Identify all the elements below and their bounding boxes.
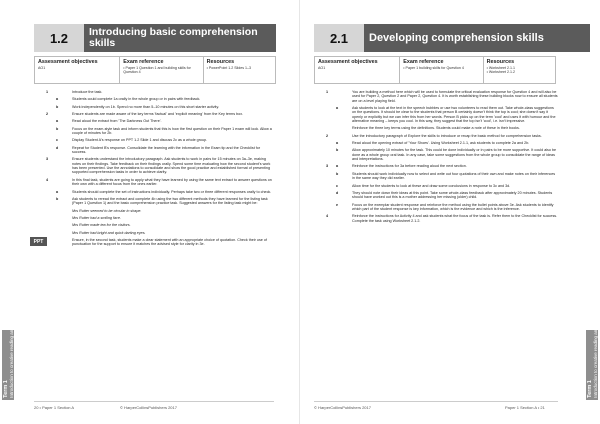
footer-page-label: Paper 1 Section A • 21 [505, 405, 545, 410]
instruction-item [34, 138, 274, 142]
step-letter: c [56, 138, 59, 143]
lesson-content [314, 90, 558, 226]
term-title: Term 1 [3, 380, 9, 398]
instruction-item [314, 106, 558, 123]
step-text: Focus on the exemplar student response and reinforce the method using the bullet points above 3e. Ask students to identify which part of the student response is key information, which is the evidence and which is the inference. [352, 202, 554, 211]
step-text: Reinforce the instructions for Activity 4 and ask students what the focus of the task is. Refer them to the Checklist for success. Complete the task using Worksheet 2.1.2. [352, 214, 558, 223]
step-letter: a [336, 164, 339, 169]
step-letter [56, 209, 72, 213]
step-letter: c [336, 183, 339, 188]
term-side-tab [2, 313, 14, 400]
instruction-item [34, 216, 274, 220]
step-letter: b [56, 126, 59, 131]
step-number [314, 172, 336, 181]
lesson-header [34, 24, 276, 52]
step-letter: a [336, 106, 339, 111]
step-number [34, 146, 56, 155]
resources-value-2: • Worksheet 2.1.2 [487, 70, 552, 74]
instruction-item [314, 214, 558, 223]
step-text: Students could complete 1a orally in the whole group or in pairs with feedback. [72, 97, 201, 102]
resources-heading: Resources [206, 59, 235, 65]
instruction-item [34, 178, 274, 187]
step-text: Mrs Rutter had bright and quick darting eyes. [72, 230, 146, 235]
step-number [34, 190, 56, 194]
step-letter [336, 126, 352, 130]
lesson-header [314, 24, 590, 52]
instruction-item [34, 231, 274, 235]
step-letter: b [56, 196, 59, 201]
step-text: Reinforce the three key terms using the definitions. Students could make a note of these in their books. [352, 126, 520, 131]
step-text: Allow time for the students to look at these and draw some conclusions in response to 3c and 3d. [352, 183, 511, 188]
instruction-item [34, 105, 274, 109]
lesson-number: 2.1 [314, 24, 364, 52]
step-number [34, 197, 56, 206]
step-letter: b [336, 171, 339, 176]
instruction-item [34, 90, 274, 94]
step-number: 3 [45, 157, 48, 162]
step-letter [56, 223, 72, 227]
step-letter [56, 238, 72, 247]
step-text: Mrs Rutter seemed to be circular in shape. [72, 208, 142, 213]
step-number [34, 223, 56, 227]
step-letter: b [336, 148, 339, 153]
instruction-item [34, 146, 274, 155]
assessment-value: AO1 [38, 66, 46, 70]
step-text: Focus on the exam-style task and inform students that this is how the first question on their Paper 1 exam will look. Allow a couple of minutes for 2b. [72, 126, 272, 136]
step-text: Repeat for Student B's response. Consolidate the learning with the information in the Exam tip and the Checklist for success. [72, 145, 261, 155]
footer-page-label: 20 • Paper 1 Section A [34, 405, 75, 410]
step-letter [336, 214, 352, 223]
step-number: 1 [45, 90, 48, 94]
step-number: 4 [45, 177, 48, 182]
step-letter: d [56, 145, 59, 150]
step-letter: d [336, 190, 339, 195]
step-number [34, 138, 56, 142]
step-text: Use the introductory paragraph of Explore the skills to introduce or recap the basic method for comprehension tasks. [352, 133, 542, 138]
instruction-item [34, 238, 274, 247]
step-text: Ensure, in the second task, students make a clear statement with an appropriate choice of quotation. Check their use of punctuation for the support to ensure it matches the advised style for clarity in 3e. [72, 237, 267, 247]
instruction-item [34, 97, 274, 101]
exam-ref-value: • Paper 1 building skills for Question 4 [403, 66, 479, 70]
step-number: 3 [325, 164, 328, 169]
instruction-item [314, 148, 558, 161]
step-number [34, 119, 56, 123]
step-letter: b [56, 104, 59, 109]
footer-copyright: © HarperCollinsPublishers 2017 [120, 405, 177, 410]
assessment-value: AO1 [318, 66, 326, 70]
footer-copyright: © HarperCollinsPublishers 2017 [314, 405, 371, 410]
step-text: Mrs Rutter made tea for the visitors. [72, 223, 131, 228]
step-number: 2 [45, 112, 48, 117]
step-number: 4 [325, 214, 328, 219]
step-text: They should note down their ideas at this point. Take some whole-class feedback after approximately 20 minutes. Students should have worked out this is a mother addressing her missing (older) child. [352, 190, 553, 200]
lesson-title: Developing comprehension skills [364, 24, 590, 52]
exam-ref-heading: Exam reference [123, 59, 164, 65]
instruction-item [34, 157, 274, 174]
step-number [314, 106, 336, 123]
step-letter [56, 157, 72, 174]
step-number [314, 203, 336, 212]
objectives-table [34, 56, 276, 84]
instruction-item [34, 197, 274, 206]
step-letter [336, 134, 352, 138]
step-number [34, 231, 56, 235]
step-number [34, 216, 56, 220]
step-text: Introduce the task. [72, 90, 103, 94]
resources-heading: Resources [486, 59, 515, 65]
step-text: Work independently on 1b. Spend no more than 5–10 minutes on this short starter activity. [72, 104, 220, 109]
step-text: Display Student A's response on PPT 1.2 Slide 1 and discuss 2c as a whole group. [72, 138, 208, 143]
instruction-item [34, 119, 274, 123]
instruction-item [314, 126, 558, 130]
instruction-item [314, 141, 558, 145]
step-number [34, 97, 56, 101]
instruction-item [314, 172, 558, 181]
step-number: 2 [325, 133, 328, 138]
step-letter [56, 178, 72, 187]
instruction-item [314, 90, 558, 103]
step-text: Ask students to look at the text in the speech bubbles or use two volunteers to read them out. Take whole-class suggestions on the questions. It should be clear to the students that person B certainly doesn't think the top is cool; she doesn't say it openly or explicitly but we can infer this from her words. Person B picks up on the term 'cool' and uses it with humour and the alternative meaning – keeps you cool. In this way, they suggest that the top isn't 'cool', i.e. isn't impressive. [352, 106, 556, 124]
instruction-item [314, 191, 558, 200]
step-text: Ensure students are made aware of the key terms 'factual' and 'explicit meaning' from the Key terms box. [72, 112, 244, 117]
ppt-badge: PPT [30, 237, 47, 246]
instruction-item [34, 112, 274, 116]
instruction-item [34, 223, 274, 227]
lesson-title: Introducing basic comprehension skills [84, 24, 276, 52]
term-side-tab [586, 313, 598, 400]
instruction-item [314, 203, 558, 212]
step-text: In this final task, students are going to apply what they have learned by using the same text extract to answer questions on their own with a different focus from the ones earlier. [72, 177, 272, 187]
step-number [34, 209, 56, 213]
step-number [34, 127, 56, 136]
step-letter [56, 90, 72, 94]
instruction-item [314, 134, 558, 138]
step-number [34, 105, 56, 109]
step-number [314, 141, 336, 145]
resources-value-1: • Worksheet 2.1.1 [487, 66, 552, 70]
step-letter [56, 112, 72, 116]
term-title: Term 1 [587, 380, 593, 398]
objectives-table [314, 56, 556, 84]
term-subtitle: Introduction to creative reading and writing [9, 313, 14, 398]
step-number [314, 126, 336, 130]
step-number [314, 191, 336, 200]
assessment-heading: Assessment objectives [318, 59, 378, 65]
instruction-item [34, 127, 274, 136]
step-text: Read aloud the opening extract of 'Your Shoes'. Using Worksheet 2.1.1, ask students to complete 2a and 2b. [352, 141, 530, 146]
step-letter: e [336, 202, 339, 207]
step-text: Students should complete the set of instructions individually. Perhaps take two or three different responses orally to check. [72, 189, 272, 194]
assessment-heading: Assessment objectives [38, 59, 98, 65]
step-letter: a [56, 189, 59, 194]
step-text: Students should work individually now to select and write out four quotations of their own and make notes on their inferences in the same way they did earlier. [352, 171, 556, 181]
exam-ref-value: • Paper 1 Question 1 and building skills for Question 4 [123, 66, 199, 74]
exam-ref-heading: Exam reference [403, 59, 444, 65]
instruction-item [34, 190, 274, 194]
step-text: Allow approximately 10 minutes for the task. This could be done individually or in pairs to be more supportive. It could also be done as a whole group oral task. In any case, take some suggestions from the whole group to consolidate the range of ideas and interpretations. [352, 148, 557, 162]
step-letter [56, 216, 72, 220]
instruction-item [314, 164, 558, 168]
step-letter: a [336, 141, 339, 146]
step-text: Ensure students understand the introductory paragraph. Ask students to work in pairs for 15 minutes on 3a–3e, making notes on their findings. Take feedback on their findings orally. Spend some time evaluating how the second student's work has been presented. Use the annotations to consolidate and show the good practice and established format of presenting supported comprehension tasks in order to achieve clarity. [72, 157, 271, 175]
step-letter [56, 231, 72, 235]
resources-value: • PowerPoint 1.2 Slides 1–3 [207, 66, 272, 70]
step-text: You are building a method here which will be used to formulate the critical evaluation response for Question 4 and will also be used for Paper 2, Question 2 and Paper 2, Question 4. It is worth establishing these building blocks now to ensure all students are on a level playing field. [352, 90, 558, 103]
term-subtitle: Introduction to creative reading and writing [593, 313, 598, 398]
step-number [314, 184, 336, 188]
step-number: 1 [325, 90, 328, 94]
lesson-number: 1.2 [34, 24, 84, 52]
step-letter: a [56, 119, 59, 124]
step-text: Ask students to reread the extract and complete 4b using the two different methods they have learned for the listing task (Paper 1 Question 1) and the basic comprehension practice task. Suggested answers for the listing task might be: [72, 196, 268, 206]
instruction-item [314, 184, 558, 188]
step-number [314, 148, 336, 161]
step-letter [336, 90, 352, 103]
step-text: Reinforce the instructions for 3a before reading aloud the next section. [352, 164, 467, 169]
step-text: Read aloud the extract from 'The Darkness Out There'. [72, 119, 162, 124]
step-text: Mrs Rutter had a smiling face. [72, 215, 121, 220]
instruction-item [34, 209, 274, 213]
step-letter: a [56, 97, 59, 102]
lesson-content [34, 90, 274, 250]
